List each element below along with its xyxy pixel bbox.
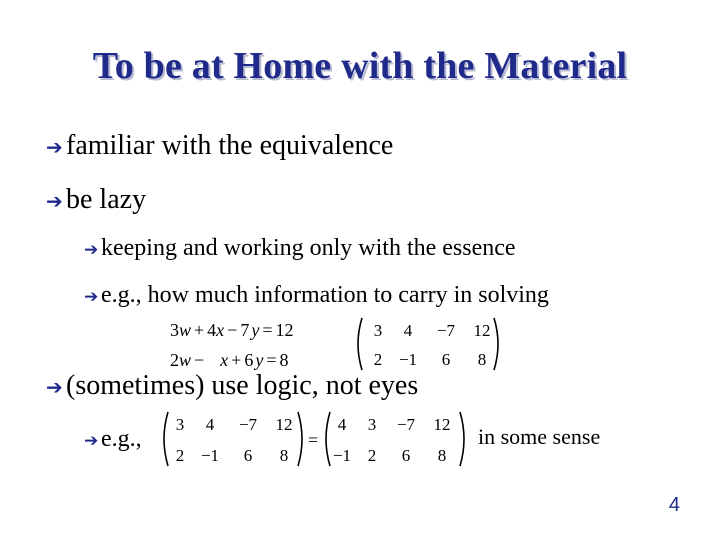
bullet-text: e.g., how much information to carry in solving — [101, 282, 549, 308]
matrix-cell: −7 — [238, 415, 258, 434]
matrix-cell: 8 — [477, 350, 487, 369]
right-arrow-icon: ➔ — [84, 240, 99, 259]
eq-op: + — [194, 320, 205, 340]
eq-var: x — [220, 350, 229, 370]
equation-system-graphic — [168, 316, 328, 372]
eq-op: = — [262, 320, 273, 340]
bullet-text: (sometimes) use logic, not eyes — [66, 370, 419, 401]
eq-var: w — [179, 320, 192, 340]
matrix-cell: 3 — [373, 321, 383, 340]
equation-system — [168, 316, 328, 377]
matrix-equality — [156, 408, 468, 475]
matrix-cell: 6 — [441, 350, 451, 369]
bullet-text: familiar with the equivalence — [66, 130, 394, 161]
bullet-example-logic — [84, 426, 142, 453]
matrix-cell: 2 — [175, 446, 185, 465]
eq-var: y — [251, 320, 260, 340]
bullet-be-lazy — [46, 184, 146, 216]
bullet-familiar — [46, 130, 393, 162]
matrix-cell: 2 — [373, 350, 383, 369]
left-paren-icon — [326, 412, 330, 466]
in-some-sense-text: in some sense — [478, 424, 601, 449]
matrix-cell: 4 — [205, 415, 215, 434]
eq-var: w — [179, 350, 192, 370]
eq-coef: 6 — [244, 350, 254, 370]
matrix-solving-graphic — [352, 314, 504, 374]
eq-rhs: 8 — [279, 350, 289, 370]
matrix-cell: 4 — [403, 321, 413, 340]
matrix-cell: 6 — [243, 446, 253, 465]
matrix-cell: 12 — [275, 415, 293, 434]
eq-coef: 7 — [240, 320, 250, 340]
right-arrow-icon: ➔ — [84, 431, 99, 450]
matrix-cell: −1 — [200, 446, 220, 465]
bullet-text: keeping and working only with the essence — [101, 235, 516, 261]
left-paren-icon — [358, 318, 362, 370]
right-arrow-icon: ➔ — [46, 377, 63, 399]
right-arrow-icon: ➔ — [84, 287, 99, 306]
right-paren-icon — [494, 318, 498, 370]
matrix-cell: −7 — [436, 321, 456, 340]
svg-text:3w+4x−7y=12 — [170, 320, 293, 340]
matrix-cell: 2 — [367, 446, 377, 465]
matrix-cell: −1 — [332, 446, 352, 465]
matrix-equality-graphic — [156, 408, 468, 470]
equals-sign: = — [307, 430, 319, 450]
eq-rhs: 12 — [275, 320, 294, 340]
eq-op: = — [266, 350, 277, 370]
eq-coef: 2 — [170, 350, 179, 370]
matrix-cell: 12 — [433, 415, 451, 434]
matrix-cell: 8 — [279, 446, 289, 465]
bullet-example-solving — [84, 282, 549, 309]
matrix-cell: −1 — [398, 350, 418, 369]
bullet-use-logic — [46, 370, 418, 402]
matrix-cell: 3 — [175, 415, 185, 434]
right-paren-icon — [298, 412, 302, 466]
eq-coef: 3 — [170, 320, 179, 340]
matrix-cell: 6 — [401, 446, 411, 465]
matrix-cell: 4 — [337, 415, 347, 434]
svg-text:2w−x+6y=8 — [170, 350, 288, 370]
matrix-cell: 8 — [437, 446, 447, 465]
left-paren-icon — [164, 412, 168, 466]
matrix-cell: 3 — [367, 415, 377, 434]
right-arrow-icon: ➔ — [46, 137, 63, 159]
eq-var: y — [255, 350, 264, 370]
bullet-text: e.g., — [101, 426, 142, 452]
eq-op: + — [231, 350, 242, 370]
right-arrow-icon: ➔ — [46, 191, 63, 213]
page-number: 4 — [668, 494, 680, 516]
eq-op: − — [194, 350, 205, 370]
matrix-cell: 12 — [473, 321, 491, 340]
eq-op: − — [227, 320, 238, 340]
bullet-text: be lazy — [66, 184, 147, 215]
eq-var: x — [216, 320, 225, 340]
slide-title: To be at Home with the Material — [92, 45, 628, 87]
matrix-cell: −7 — [396, 415, 416, 434]
eq-coef: 4 — [207, 320, 217, 340]
right-paren-icon — [460, 412, 464, 466]
bullet-keeping-essence — [84, 235, 516, 262]
